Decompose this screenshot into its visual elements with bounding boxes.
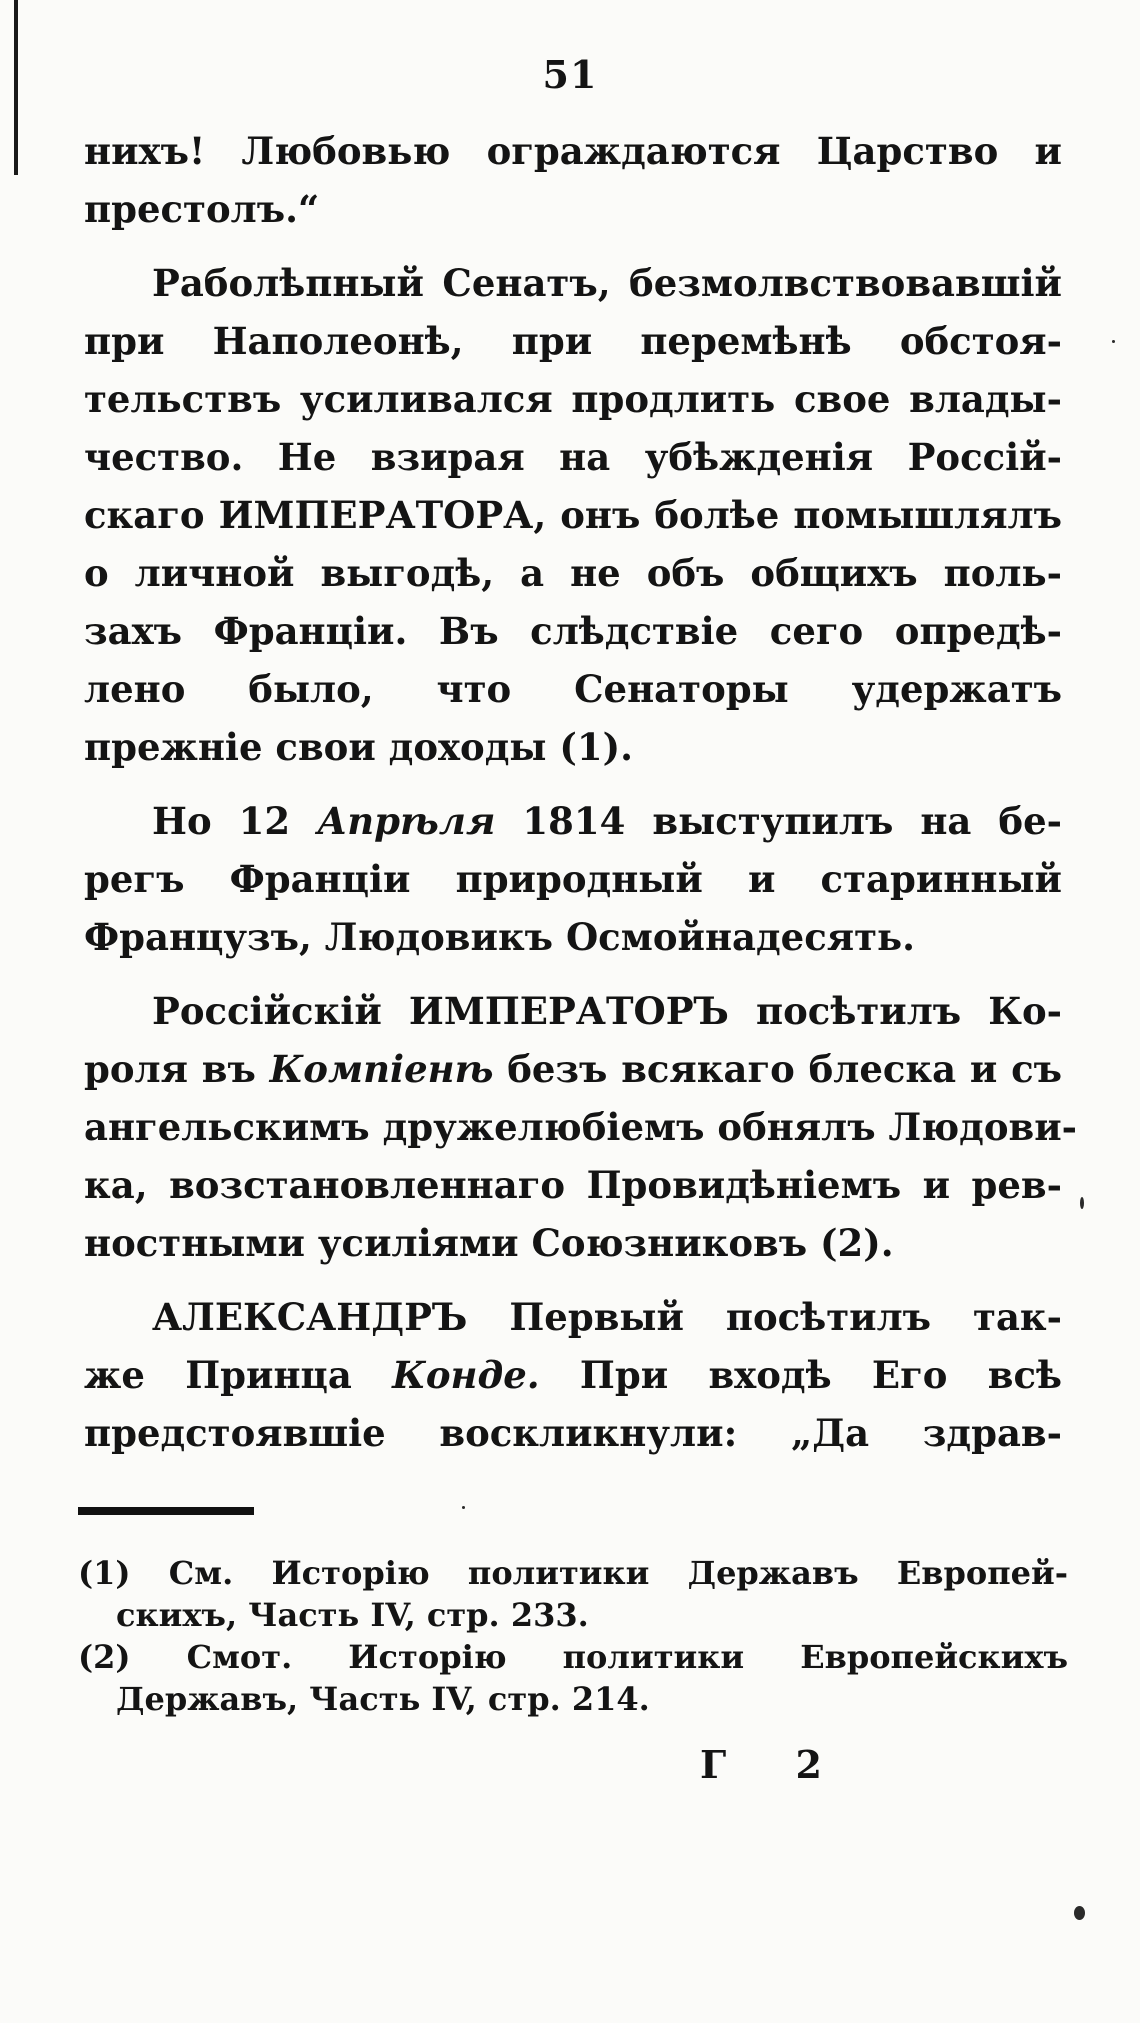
text-line: Французъ, Людовикъ Осмойнадесять. [84, 915, 916, 959]
text-line: чество. Не взирая на убѣжденія Россій- [84, 435, 1062, 479]
footnote-2-continuation: Державъ, Часть IV, стр. 214. [116, 1680, 650, 1718]
page-number: 51 [542, 52, 598, 97]
text-line: же Принца Конде. При входѣ Его всѣ [84, 1353, 1063, 1397]
text-line: ностными усиліями Союзниковъ (2). [84, 1221, 894, 1265]
footnotes [78, 1552, 1068, 1720]
text-line: престолъ.“ [84, 187, 320, 231]
text-line: скаго ИМПЕРАТОРА, онъ болѣе помышлялъ [84, 493, 1062, 537]
text-line: АЛЕКСАНДРЪ Первый посѣтилъ так- [152, 1295, 1062, 1339]
text-line: нихъ! Любовью ограждаются Царство и [84, 129, 1062, 173]
footnote-1 [78, 1552, 1068, 1594]
text-line: ангельскимъ дружелюбіемъ обнялъ Людови- [84, 1105, 1078, 1149]
text-line: Раболѣпный Сенатъ, безмолвствовавшій [152, 261, 1062, 305]
text-line: при Наполеонѣ, при перемѣнѣ обстоя- [84, 319, 1062, 363]
text-line: тельствъ усиливался продлить свое влады- [84, 377, 1062, 421]
ink-speck [1080, 1197, 1084, 1209]
footnote-text: См. Исторію политики Державъ Европей- [168, 1554, 1069, 1592]
ink-speck [462, 1506, 465, 1509]
text-line: предстоявшіе воскликнули: „Да здрав- [84, 1411, 1062, 1455]
footnote-text: Смот. Исторію политики Европейскихъ [186, 1638, 1069, 1676]
text-line: роля въ Компіенѣ безъ всякаго блеска и съ [84, 1047, 1063, 1091]
footnote-rule [78, 1507, 254, 1515]
ink-speck [1112, 340, 1115, 343]
text-line: о личной выгодѣ, а не объ общихъ поль- [84, 551, 1062, 595]
text-line: Россійскій ИМПЕРАТОРЪ посѣтилъ Ко- [152, 989, 1062, 1033]
text-line: регъ Франціи природный и старинный [84, 857, 1062, 901]
footnote-marker: (2) [78, 1638, 131, 1676]
printer-signature-mark: Г 2 [700, 1742, 850, 1787]
ink-speck [1074, 1906, 1085, 1920]
text-line: лено было, что Сенаторы удержатъ [84, 667, 1062, 711]
text-line: Но 12 Апрѣля 1814 выступилъ на бе- [152, 799, 1062, 843]
footnote-1-continuation: скихъ, Часть IV, стр. 233. [116, 1596, 589, 1634]
body-text [84, 122, 1078, 1462]
text-line: прежніе свои доходы (1). [84, 725, 634, 769]
footnote-2 [78, 1636, 1068, 1678]
text-line: ка, возстановленнаго Провидѣніемъ и рев- [84, 1163, 1062, 1207]
text-line: захъ Франціи. Въ слѣдствіе сего опредѣ- [84, 609, 1062, 653]
footnote-marker: (1) [78, 1554, 131, 1592]
